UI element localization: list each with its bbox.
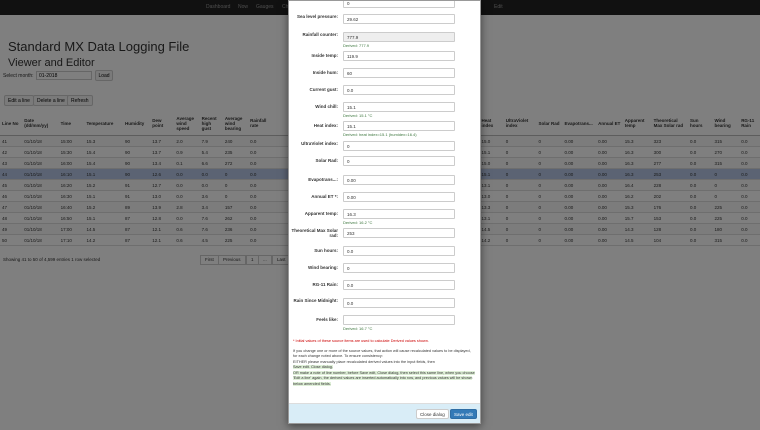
field-label: Sea level pressure: <box>296 13 338 19</box>
field-input[interactable]: 15.1 <box>343 102 455 112</box>
derived-value: Derived: 777.9 <box>343 43 370 48</box>
field-label: Inside temp: <box>311 53 338 59</box>
field-input[interactable]: 0 <box>343 0 455 8</box>
field-input[interactable]: 0.0 <box>343 280 455 290</box>
close-dialog-button[interactable]: Close dialog <box>416 409 449 419</box>
field-input[interactable]: 0 <box>343 141 455 151</box>
note-1: If you change one or more of the source values, that action will cause recalculated values to be displayed, for each change noted above. To ensure consistency: <box>293 348 471 358</box>
field-input[interactable]: 777.9 <box>343 32 455 42</box>
field-input[interactable]: 0.0 <box>343 246 455 256</box>
field-label: Rain Since Midnight: <box>293 297 338 303</box>
field-label: Solar Rad: <box>315 158 338 164</box>
field-input[interactable]: 0.00 <box>343 175 455 185</box>
field-input[interactable]: 60 <box>343 68 455 78</box>
field-input[interactable] <box>343 315 455 325</box>
field-input[interactable]: 0.0 <box>343 298 455 308</box>
note-3: Save edit. Close dialog. <box>293 365 333 369</box>
field-input[interactable]: 15.1 <box>343 121 455 131</box>
derived-value: Derived: heat index=15.1 (humidex=16.4) <box>343 132 417 137</box>
field-label: Inside hum: <box>312 70 338 76</box>
field-label: Evapotrans...: <box>308 177 338 183</box>
field-input[interactable]: 119.9 <box>343 51 455 61</box>
field-input[interactable]: 29.62 <box>343 14 455 24</box>
note-2: EITHER please manually place recalculated derived values into the input fields, then <box>293 359 435 364</box>
edit-dialog <box>288 0 481 424</box>
field-label: Wind bearing: <box>308 265 338 271</box>
field-input[interactable]: 0 <box>343 156 455 166</box>
dialog-footer <box>289 403 480 424</box>
field-label: Apparent temp: <box>304 211 338 217</box>
field-label: Theoretical Max Solar rad: <box>291 227 338 238</box>
field-input[interactable]: 253 <box>343 228 455 238</box>
field-label: Annual ET *: <box>311 194 338 200</box>
derived-value: Derived: 15.1 °C <box>343 113 373 118</box>
field-label: Rainfall counter: <box>302 31 338 37</box>
note-4: OR make a note of line number, before Save edit, Close dialog, then select this same line, when you choose 'Edit a line' again, the derived values are inserted automatically into row, and previous values will be shown below amended fields. <box>293 370 475 386</box>
field-label: Current gust: <box>309 87 338 93</box>
field-input[interactable]: 16.3 <box>343 209 455 219</box>
field-input[interactable]: 0.0 <box>343 85 455 95</box>
field-label: Wind chill: <box>315 104 338 110</box>
derived-value: Derived: 16.7 °C <box>343 326 373 331</box>
field-label: RG-11 Rain: <box>312 282 338 288</box>
field-label: Heat index: <box>313 123 338 129</box>
note-star: * Initial values of these source items are used to calculate Derived values shown. <box>293 339 429 343</box>
save-edit-button[interactable]: Save edit <box>450 409 477 419</box>
field-input[interactable]: 0.00 <box>343 192 455 202</box>
field-label: Sun hours: <box>314 248 338 254</box>
field-label: Feels like: <box>316 317 338 323</box>
derived-value: Derived: 16.2 °C <box>343 220 373 225</box>
dialog-notes <box>293 339 476 387</box>
field-label: UltraViolet index: <box>301 140 338 146</box>
field-input[interactable]: 0 <box>343 263 455 273</box>
